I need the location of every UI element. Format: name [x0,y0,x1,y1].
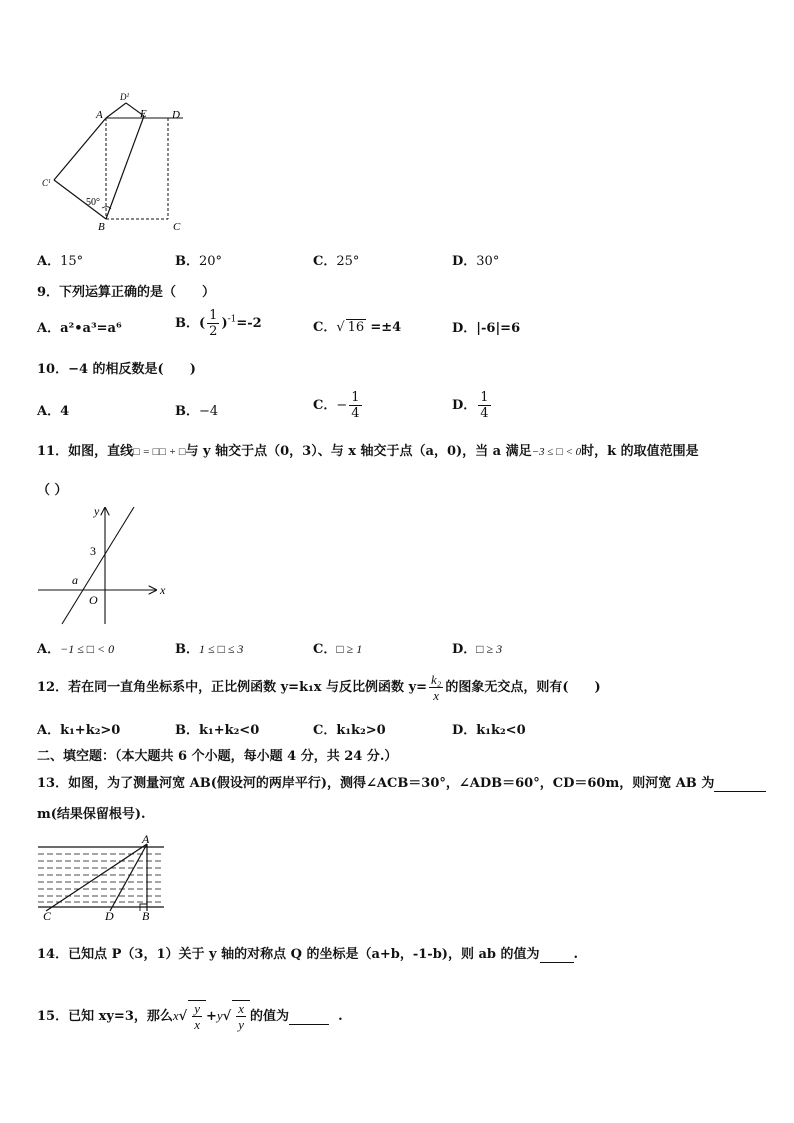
q13-line2: m(结果保留根号). [37,807,146,822]
label-a: A [142,834,150,846]
figure-q13-river [36,834,168,920]
q8-option-c[interactable]: C．25° [313,254,360,269]
label-c: C [43,909,52,920]
q9-option-c[interactable]: C．√ 16 =±4 [313,320,402,335]
q13-line1: 13．如图，为了测量河宽 AB(假设河的两岸平行)，测得∠ACB＝30°，∠ADB＝60°，CD＝60m，则河宽 AB 为 [37,772,766,792]
formula-line-equation: □ = □□ + □ [133,446,186,458]
q8-option-a[interactable]: A．15° [37,254,84,269]
formula-condition: −3 ≤ □ < 0 [531,446,582,458]
label-a: a [72,573,78,587]
q8-option-d[interactable]: D．30° [452,254,500,269]
label-e: E [140,108,147,120]
figure-q8-folded-rectangle [36,88,196,234]
q9-stem: 9．下列运算正确的是（ ） [37,285,216,300]
figure-q11-axes [34,500,174,628]
fraction-one-half: $\frac{1}{2}$ [209,308,218,339]
label-a: A [96,109,103,121]
q11-option-b[interactable]: B．1 ≤ □ ≤ 3 [175,642,244,657]
q11-option-a[interactable]: A．−1 ≤ □ < 0 [37,642,115,657]
segment-ad1 [106,103,126,118]
section-2-heading: 二、填空题：（本大题共 6 个小题，每小题 4 分，共 24 分.） [37,749,398,764]
q12-option-b[interactable]: B．k₁+k₂<0 [175,723,260,738]
label-angle-50: 50° [86,197,100,208]
answer-blank[interactable] [540,947,574,963]
label-d: D [105,909,114,920]
q12-option-c[interactable]: C．k₁k₂>0 [313,723,386,738]
label-3: 3 [90,544,96,558]
q9-option-b[interactable]: B．( $\frac{1}{2}$ )$^{-1}$=-2 [175,308,262,339]
q10-option-c[interactable]: C．− $\frac{1}{4}$ [313,390,360,421]
label-b: B [98,221,105,233]
sqrt-radicand: 16 [347,320,365,335]
label-x: x [160,583,166,597]
label-c1: $C^1$ [42,178,52,188]
line-y-kx-b [62,507,134,624]
label-origin: O [89,593,98,607]
segment-eb [106,116,144,219]
water-hatching [38,854,164,902]
q11-option-d[interactable]: D．□ ≥ 3 [452,642,503,657]
label-d: D [172,109,180,121]
q10-option-a[interactable]: A．4 [37,404,70,419]
q14-text: 14．已知点 P（3，1）关于 y 轴的对称点 Q 的坐标是（a+b，-1-b)，则 ab 的值为 . [37,947,579,962]
sqrt-x-over-y: $\frac{x}{y}$ [232,1000,250,1032]
answer-blank[interactable] [289,1009,329,1025]
q9-option-a[interactable]: A．a²•a³=a⁶ [37,321,122,336]
q12-stem: 12．若在同一直角坐标系中，正比例函数 y=k₁x 与反比例函数 y= $\frac{\text{k₂}}{x}$ 的图象无交点，则有( ) [37,672,601,703]
label-c: C [173,221,181,233]
q12-option-a[interactable]: A．k₁+k₂>0 [37,723,121,738]
label-y: y [94,504,100,518]
q10-stem: 10．−4 的相反数是( ) [37,362,196,377]
fraction-k2-over-x: $\frac{\text{k₂}}{x}$ [431,672,442,703]
q12-option-d[interactable]: D．k₁k₂<0 [452,723,526,738]
segment-ac1 [54,118,106,180]
q9-option-d[interactable]: D．|-6|=6 [452,321,521,336]
q11-option-c[interactable]: C．□ ≥ 1 [313,642,363,657]
q11-paren: （ ） [37,483,68,498]
label-d1: $D^1$ [120,92,130,102]
q10-option-b[interactable]: B．−4 [175,404,219,419]
fraction-one-quarter: $\frac{1}{4}$ [351,390,360,421]
q8-option-b[interactable]: B．20° [175,254,223,269]
q15-text: 15．已知 xy=3，那么x√ $\frac{y}{x}$ +y√ $\frac{x}{y}$ 的值为 . [37,1001,343,1032]
answer-blank[interactable] [714,776,766,792]
q11-stem: 11．如图，直线□ = □□ + □与 y 轴交于点（0，3）、与 x 轴交于点（a，0)，当 a 满足−3 ≤ □ < 0时，k 的取值范围是 [37,444,699,459]
sqrt-y-over-x: $\frac{y}{x}$ [188,1000,206,1032]
label-b: B [142,909,150,920]
fraction-one-quarter: $\frac{1}{4}$ [480,390,489,421]
q10-option-d[interactable]: D． $\frac{1}{4}$ [452,390,489,421]
